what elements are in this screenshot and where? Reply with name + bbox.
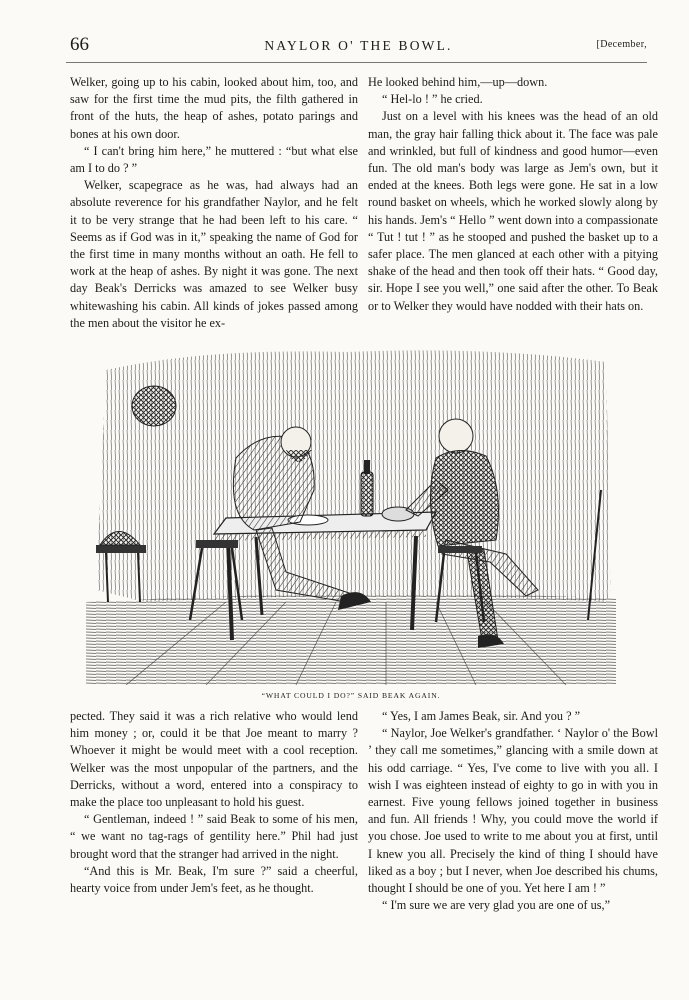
paragraph: Welker, scapegrace as he was, had always had an absolute reverence for his grandfather Naylor, and he felt it to be very strange that he had been left to his care. “ Seems as if God was in it,” speaking the name of God for the first time in many months without an oath. He fell to work at the heap of ashes. By night it was gone. The next day Beak's Derricks was amazed to see Welker busy whitewashing his cabin. All kinds of jokes passed among the men about the visitor he ex- bbox=[70, 178, 358, 330]
engraving-image bbox=[86, 340, 616, 685]
paragraph: “And this is Mr. Beak, I'm sure ?” said a cheerful, hearty voice from under Jem's feet, as he thought. bbox=[70, 863, 358, 896]
illustration bbox=[86, 340, 616, 685]
paragraph: “ I'm sure we are very glad you are one of us,” bbox=[382, 898, 611, 913]
header-rule bbox=[66, 62, 647, 63]
paragraph: “ Yes, I am James Beak, sir. And you ? ” bbox=[382, 709, 581, 723]
column-left-top bbox=[70, 74, 358, 332]
header-month: [December, bbox=[596, 39, 647, 50]
column-right-top bbox=[368, 74, 658, 315]
page-number: 66 bbox=[70, 34, 89, 55]
column-right-bottom bbox=[368, 708, 658, 914]
paragraph: pected. They said it was a rich relative who would lend him money ; or, could it be that Joe meant to marry ? Whoever it might be would meet with a cool reception. Welker was the most unpopular of the partners, and the Derricks, without a word, entered into a conspiracy to make the place too unpleasant to hold his guest. bbox=[70, 709, 358, 810]
paragraph: Just on a level with his knees was the head of an old man, the gray hair falling thick about it. The face was pale and wrinkled, but full of kindness and good humor—even fun. The old man's body was large as Jem's own, but it ended at the knees. Both legs were gone. He sat in a low round basket on wheels, which he worked slowly along by his hands. Jem's “ Hello ” went down into a compassionate “ Tut ! tut ! ” as he stooped and pushed the basket up to a safer place. The men glanced at each other with a pitying shake of the head and then took off their hats. “ Good day, sir. Hope I see you well,” one said after the other. To Beak or to Welker they would have nodded with their hats on. bbox=[368, 109, 658, 313]
page-header bbox=[70, 34, 647, 56]
illustration-caption: “WHAT COULD I DO?” SAID BEAK AGAIN. bbox=[261, 691, 441, 700]
column-left-bottom bbox=[70, 708, 358, 897]
paragraph: “ Naylor, Joe Welker's grandfather. ‘ Naylor o' the Bowl ’ they call me sometimes,” glancing with a smile down at his odd carriage. “ Yes, I've come to live with you all. I wish I was eighteen instead of eighty to go in with you in earnest. Five young fellows joined together in business and fun. All friends ! Why, you could move the world if you chose. Joe used to write to me about you at first, until I knew you all. Precisely the kind of thing I should have liked as a boy ; but I never, when Joe described his chums, thought I should be one of you. Yet here I am ! ” bbox=[368, 726, 658, 896]
paragraph: Welker, going up to his cabin, looked about him, too, and saw for the first time the mud pits, the filth gathered in front of the huts, the heap of ashes, potato parings and bones at his own door. bbox=[70, 75, 358, 141]
paragraph: “ Hel-lo ! ” he cried. bbox=[382, 92, 483, 107]
paragraph: “ I can't bring him here,” he muttered : “but what else am I to do ? ” bbox=[70, 143, 358, 176]
paragraph: “ Gentleman, indeed ! ” said Beak to some of his men, “ we want no tag-rags of gentility here.” Phil had just brought word that the stranger had arrived in the night. bbox=[70, 812, 358, 861]
paragraph: He looked behind him,—up—down. bbox=[368, 75, 548, 89]
running-title: NAYLOR O' THE BOWL. bbox=[264, 38, 453, 53]
